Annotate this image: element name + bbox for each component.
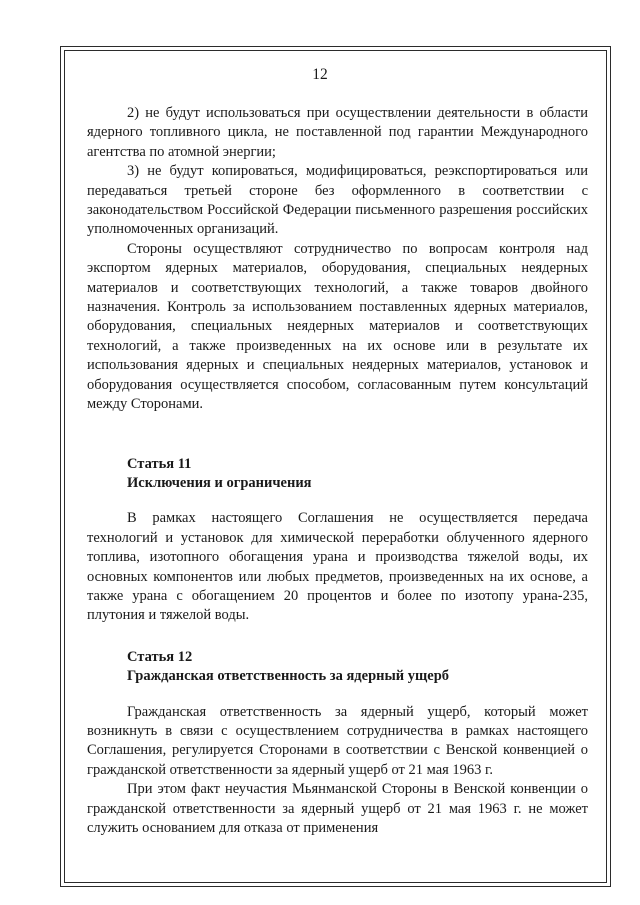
article-12-paragraph-2: При этом факт неучастия Мьянманской Стороны в Венской конвенции о гражданской ответственности за ядерный ущерб от 21 мая 1963 г. не может служить основанием для отказа от применения: [87, 781, 588, 836]
article-12-heading: [87, 648, 588, 687]
paragraph-item-2: 2) не будут использоваться при осуществлении деятельности в области ядерного топливного цикла, не поставленной под гарантии Международного агентства по атомной энергии;: [87, 105, 588, 160]
article-11-title: Исключения и ограничения: [127, 474, 312, 491]
article-12-paragraph-1: Гражданская ответственность за ядерный ущерб, который может возникнуть в связи с осуществлением сотрудничества в рамках настоящего Соглашения, регулируется Сторонами в соответствии с Венской конвенцией о гражданской ответственности за ядерный ущерб от 21 мая 1963 г.: [87, 703, 588, 778]
paragraph-item-3: 3) не будут копироваться, модифицироваться, реэкспортироваться или передаваться третьей стороне без оформленного в соответствии с законодательством Российской Федерации письменного разрешения российских уполномоченных организаций.: [87, 163, 588, 238]
article-12-number: Статья 12: [127, 648, 193, 665]
article-11-paragraph: В рамках настоящего Соглашения не осуществляется передача технологий и установок для химической переработки облученного ядерного топлива, изотопного обогащения урана и производства тяжелой воды, их основных компонентов или любых предметов, произведенных на их основе, а также урана с обогащением 20 процентов и более по изотопу урана-235, плутония и тяжелой воды.: [87, 510, 588, 624]
page-number: 12: [312, 66, 328, 83]
spacer: [87, 626, 588, 648]
spacer: [87, 415, 588, 455]
article-11-heading: [87, 455, 588, 494]
spacer: [87, 493, 588, 509]
spacer: [87, 687, 588, 703]
article-11-number: Статья 11: [127, 455, 192, 472]
article-12-title: Гражданская ответственность за ядерный ущерб: [127, 668, 450, 685]
paragraph-export-control: Стороны осуществляют сотрудничество по вопросам контроля над экспортом ядерных материалов, оборудования, специальных неядерных материалов и соответствующих технологий, а также товаров двойного назначения. Контроль за использованием поставленных ядерных материалов, оборудования, специальных неядерных материалов и соответствующих технологий, а также произведенных на их основе или в результате их использования ядерных и специальных неядерных материалов, установок и оборудования осуществляется способом, согласованным путем консультаций между Сторонами.: [87, 240, 588, 413]
document-body: [87, 104, 588, 838]
